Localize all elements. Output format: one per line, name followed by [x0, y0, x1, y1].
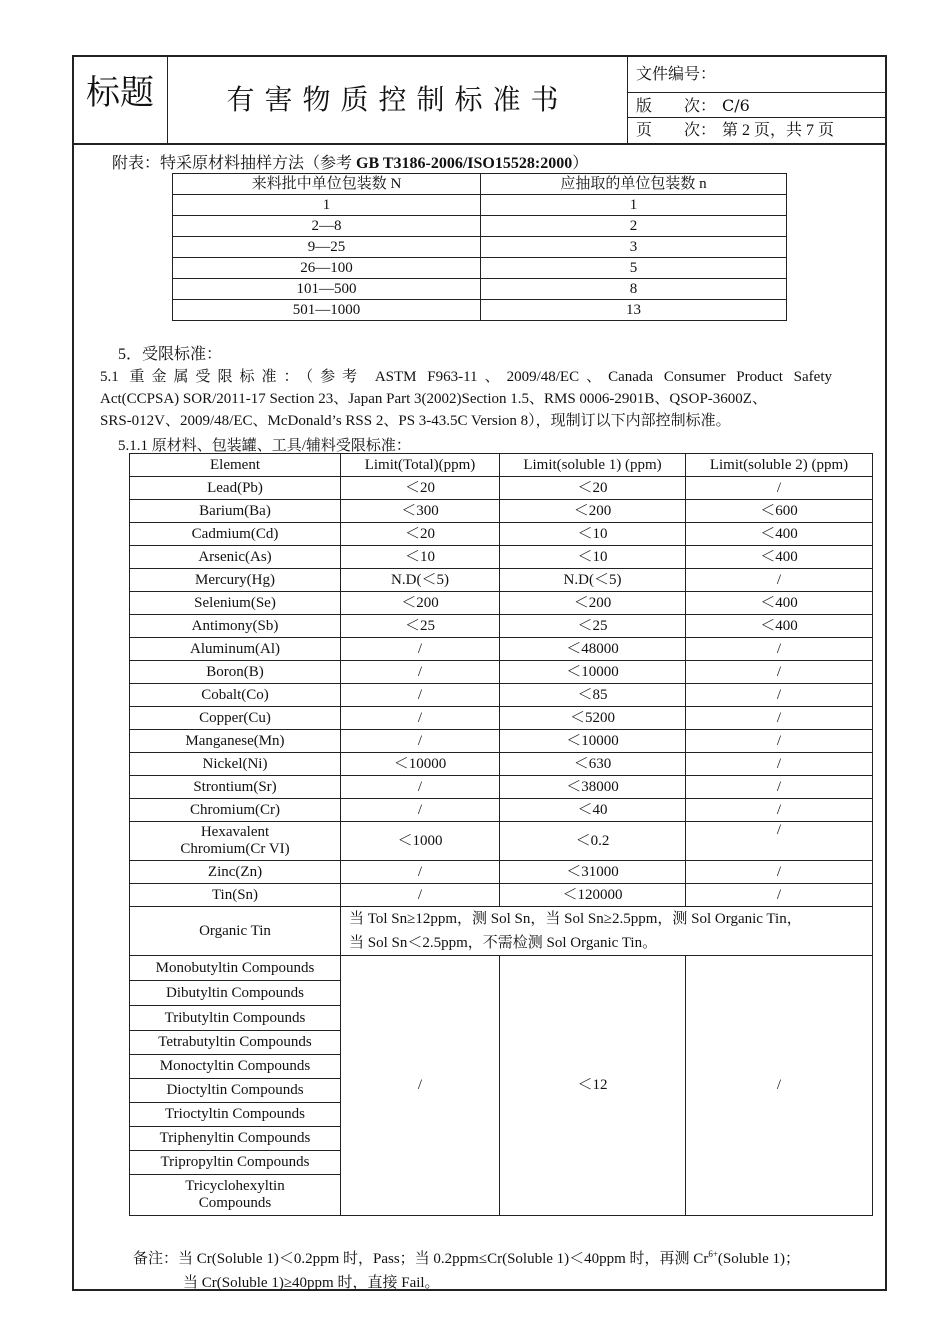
table-cell: / — [686, 884, 873, 907]
table-row — [130, 707, 873, 730]
table-cell: ＜38000 — [500, 776, 686, 799]
table-cell: 8 — [481, 279, 787, 300]
organic-tin-rule — [341, 907, 873, 956]
table-cell: / — [341, 638, 500, 661]
page-row — [628, 118, 885, 143]
section-5-1-line-1: 5.1 重金属受限标准：（参考 ASTM F963-11、2009/48/EC、Canada Consumer Product Safety — [100, 369, 832, 385]
appendix-title-suffix: ） — [572, 155, 589, 172]
table-cell: / — [686, 477, 873, 500]
limits-col-header: Element — [130, 454, 341, 477]
doc-number-row — [628, 57, 885, 93]
table-cell: 2 — [481, 216, 787, 237]
table-cell: ＜200 — [341, 592, 500, 615]
sampling-col-header: 来料批中单位包装数 N — [173, 174, 481, 195]
hexavalent-line-1: Hexavalent — [200, 824, 270, 840]
tricyclo-line-2: Compounds — [198, 1195, 272, 1211]
table-row — [130, 638, 873, 661]
appendix-title-standard: GB T3186-2006/ISO15528:2000 — [356, 155, 573, 172]
table-cell: N.D(＜5) — [500, 569, 686, 592]
element-cell: Lead(Pb) — [130, 477, 341, 500]
element-cell: Tributyltin Compounds — [130, 1006, 341, 1031]
table-cell: ＜10 — [500, 546, 686, 569]
table-cell: ＜20 — [500, 477, 686, 500]
table-cell: / — [341, 684, 500, 707]
table-cell: / — [341, 707, 500, 730]
element-cell: Selenium(Se) — [130, 592, 341, 615]
hexavalent-line-2: Chromium(Cr VI) — [180, 841, 290, 857]
table-row — [130, 500, 873, 523]
table-row — [130, 546, 873, 569]
limits-col-header: Limit(soluble 2) (ppm) — [686, 454, 873, 477]
table-cell: ＜10000 — [500, 730, 686, 753]
table-cell: ＜120000 — [500, 884, 686, 907]
version-label: 版 次： — [636, 98, 717, 115]
table-cell: ＜1000 — [341, 822, 500, 861]
footnote-superscript: 6+ — [708, 1249, 718, 1259]
table-row — [130, 956, 873, 981]
element-cell: Copper(Cu) — [130, 707, 341, 730]
table-row — [173, 195, 787, 216]
element-cell: Dibutyltin Compounds — [130, 981, 341, 1006]
table-row — [130, 477, 873, 500]
table-cell: / — [341, 884, 500, 907]
element-cell: Antimony(Sb) — [130, 615, 341, 638]
table-cell: ＜25 — [500, 615, 686, 638]
organic-tin-rule-line-1: 当 Tol Sn≥12ppm，测 Sol Sn，当 Sol Sn≥2.5ppm，测 Sol Organic Tin， — [349, 911, 802, 927]
table-cell: ＜20 — [341, 523, 500, 546]
table-cell: ＜25 — [341, 615, 500, 638]
table-cell: / — [686, 753, 873, 776]
table-cell: N.D(＜5) — [341, 569, 500, 592]
element-cell: Trioctyltin Compounds — [130, 1103, 341, 1127]
table-cell: ＜85 — [500, 684, 686, 707]
table-row — [130, 776, 873, 799]
table-cell: ＜200 — [500, 592, 686, 615]
table-cell: / — [686, 861, 873, 884]
table-row — [130, 615, 873, 638]
table-cell: / — [686, 569, 873, 592]
table-cell: / — [686, 799, 873, 822]
table-cell: ＜400 — [686, 592, 873, 615]
table-cell: / — [686, 730, 873, 753]
sampling-header-row — [173, 174, 787, 195]
version-value: C/6 — [722, 96, 750, 115]
document-title: 有害物质控制标准书 — [168, 57, 628, 143]
page-label: 页 次： — [636, 122, 717, 139]
table-cell: 5 — [481, 258, 787, 279]
sampling-col-header: 应抽取的单位包装数 n — [481, 174, 787, 195]
element-cell: Cobalt(Co) — [130, 684, 341, 707]
table-cell: / — [686, 956, 873, 1216]
footnote-line-2: 当 Cr(Soluble 1)≥40ppm 时，直接 Fail。 — [183, 1275, 440, 1291]
table-row — [130, 661, 873, 684]
table-cell: 9—25 — [173, 237, 481, 258]
element-cell: Cadmium(Cd) — [130, 523, 341, 546]
table-cell: / — [341, 799, 500, 822]
table-cell: 101—500 — [173, 279, 481, 300]
table-cell: / — [341, 861, 500, 884]
table-cell: 1 — [173, 195, 481, 216]
limits-table — [129, 453, 873, 1216]
table-cell: 26—100 — [173, 258, 481, 279]
element-cell: Tripropyltin Compounds — [130, 1151, 341, 1175]
table-cell: ＜31000 — [500, 861, 686, 884]
element-cell — [130, 822, 341, 861]
element-cell — [130, 1175, 341, 1216]
section-5-title: 5．受限标准： — [118, 346, 223, 363]
header-meta — [628, 57, 885, 143]
table-cell: 3 — [481, 237, 787, 258]
table-row — [130, 884, 873, 907]
table-cell: / — [686, 684, 873, 707]
page-value: 第 2 页，共 7 页 — [722, 122, 835, 139]
table-cell: ＜48000 — [500, 638, 686, 661]
sampling-table — [172, 173, 787, 321]
element-cell: Tin(Sn) — [130, 884, 341, 907]
table-row — [130, 730, 873, 753]
table-cell: 13 — [481, 300, 787, 321]
table-cell: / — [686, 661, 873, 684]
table-cell: / — [686, 638, 873, 661]
version-row — [628, 93, 885, 118]
table-row — [130, 569, 873, 592]
table-row — [130, 684, 873, 707]
element-cell: Organic Tin — [130, 907, 341, 956]
table-cell: ＜0.2 — [500, 822, 686, 861]
organic-tin-rule-line-2: 当 Sol Sn＜2.5ppm，不需检测 Sol Organic Tin。 — [349, 935, 658, 951]
appendix-title — [112, 150, 588, 173]
section-5-1-line-2: Act(CCPSA) SOR/2011-17 Section 23、Japan Part 3(2002)Section 1.5、RMS 0006-2901B、QSOP-3600Z、 — [100, 391, 767, 407]
footnote-line-1-text: 备注：当 Cr(Soluble 1)＜0.2ppm 时，Pass；当 0.2ppm≤Cr(Soluble 1)＜40ppm 时，再测 Cr — [133, 1251, 709, 1267]
element-cell: Zinc(Zn) — [130, 861, 341, 884]
table-cell: ＜400 — [686, 523, 873, 546]
document-header — [74, 57, 885, 145]
table-cell: ＜10000 — [500, 661, 686, 684]
table-row — [173, 216, 787, 237]
table-row — [173, 258, 787, 279]
table-cell: 2—8 — [173, 216, 481, 237]
footnote — [133, 1242, 873, 1295]
table-cell: / — [686, 707, 873, 730]
limits-col-header: Limit(soluble 1) (ppm) — [500, 454, 686, 477]
element-cell: Nickel(Ni) — [130, 753, 341, 776]
footnote-line-1 — [133, 1242, 873, 1271]
table-cell: ＜10000 — [341, 753, 500, 776]
element-cell: Arsenic(As) — [130, 546, 341, 569]
table-row — [173, 237, 787, 258]
table-cell: ＜600 — [686, 500, 873, 523]
element-cell: Chromium(Cr) — [130, 799, 341, 822]
limits-col-header: Limit(Total)(ppm) — [341, 454, 500, 477]
element-cell: Mercury(Hg) — [130, 569, 341, 592]
table-cell: / — [341, 730, 500, 753]
table-row — [130, 861, 873, 884]
table-cell: ＜10 — [341, 546, 500, 569]
doc-number-label: 文件编号： — [636, 66, 717, 83]
element-cell: Monoctyltin Compounds — [130, 1055, 341, 1079]
table-row — [130, 523, 873, 546]
table-cell: ＜300 — [341, 500, 500, 523]
element-cell: Monobutyltin Compounds — [130, 956, 341, 981]
element-cell: Barium(Ba) — [130, 500, 341, 523]
table-row — [173, 300, 787, 321]
hexavalent-row — [130, 822, 873, 861]
section-5-1-line-3: SRS-012V、2009/48/EC、McDonald’s RSS 2、PS 3-43.5C Version 8），现制订以下内部控制标准。 — [100, 413, 731, 429]
table-cell: / — [341, 776, 500, 799]
table-cell: ＜10 — [500, 523, 686, 546]
element-cell: Tetrabutyltin Compounds — [130, 1031, 341, 1055]
element-cell: Manganese(Mn) — [130, 730, 341, 753]
table-cell: ＜200 — [500, 500, 686, 523]
table-cell: / — [686, 776, 873, 799]
table-cell: 501—1000 — [173, 300, 481, 321]
table-cell: ＜12 — [500, 956, 686, 1216]
tricyclo-line-1: Tricyclohexyltin — [185, 1178, 285, 1194]
section-5-1-1-title: 5.1.1 原材料、包装罐、工具/辅料受限标准： — [118, 438, 411, 454]
table-cell: ＜630 — [500, 753, 686, 776]
appendix-title-prefix: 附表：特采原材料抽样方法（参考 — [112, 155, 357, 172]
table-cell: / — [341, 956, 500, 1216]
element-cell: Triphenyltin Compounds — [130, 1127, 341, 1151]
element-cell: Dioctyltin Compounds — [130, 1079, 341, 1103]
table-row — [130, 592, 873, 615]
table-cell: / — [341, 661, 500, 684]
table-cell: ＜400 — [686, 615, 873, 638]
element-cell: Boron(B) — [130, 661, 341, 684]
header-label: 标题 — [74, 57, 168, 143]
footnote-line-1-tail: (Soluble 1)； — [717, 1251, 800, 1267]
limits-header-row — [130, 454, 873, 477]
table-cell: ＜20 — [341, 477, 500, 500]
table-row — [130, 753, 873, 776]
table-cell: ＜5200 — [500, 707, 686, 730]
table-cell: ＜40 — [500, 799, 686, 822]
organic-tin-row — [130, 907, 873, 956]
table-cell: ＜400 — [686, 546, 873, 569]
element-cell: Strontium(Sr) — [130, 776, 341, 799]
table-cell: 1 — [481, 195, 787, 216]
table-cell: / — [686, 822, 873, 861]
table-row — [130, 799, 873, 822]
table-row — [173, 279, 787, 300]
element-cell: Aluminum(Al) — [130, 638, 341, 661]
